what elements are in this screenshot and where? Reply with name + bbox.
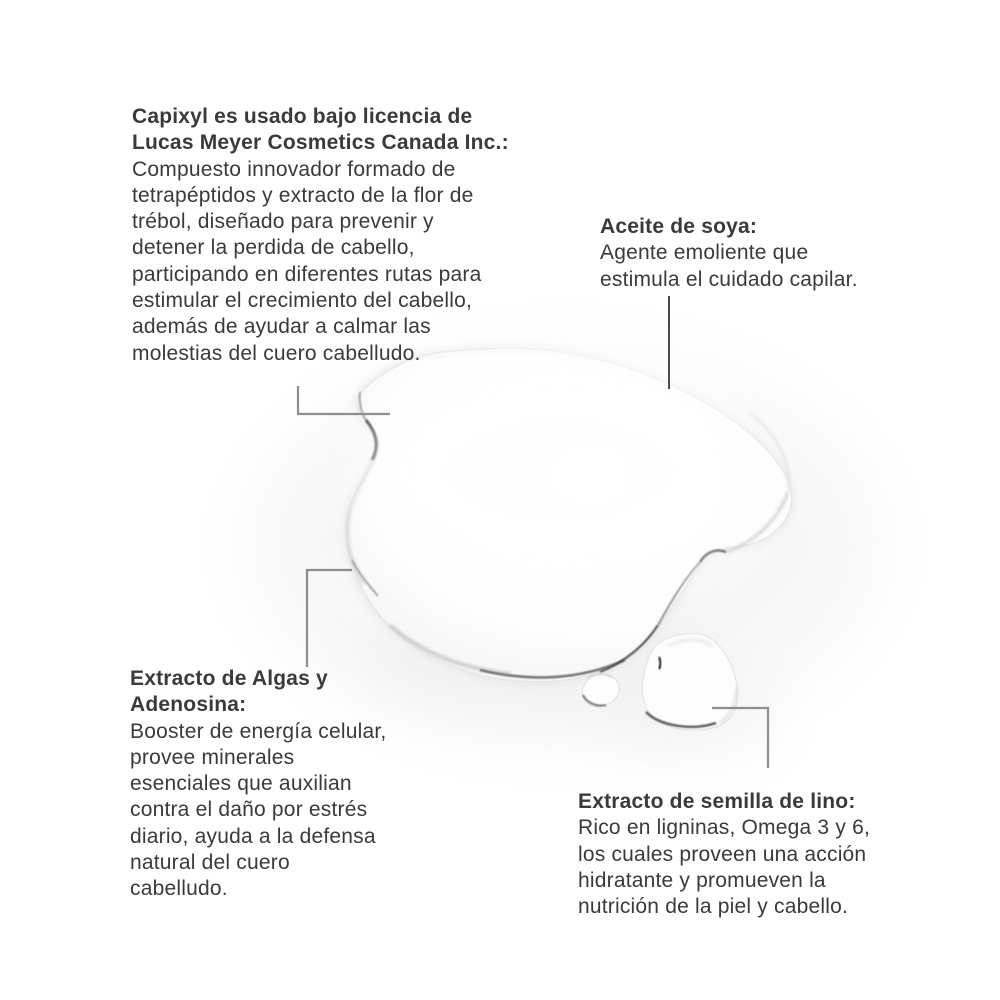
ingredient-title-line: Extracto de Algas y <box>130 667 328 690</box>
ingredient-body-line: natural del cuero <box>130 851 290 875</box>
ingredient-body-line: provee minerales <box>130 745 295 769</box>
ingredient-title-line: Aceite de soya: <box>600 215 758 238</box>
ingredient-body-line: Booster de energía celular, <box>130 719 387 743</box>
ingredient-body-line: Compuesto innovador formado de <box>132 157 456 181</box>
ingredient-body-line: esenciales que auxilian <box>130 772 352 796</box>
ingredient-body-line: Agente emoliente que <box>600 241 809 265</box>
ingredient-block-lino <box>578 789 918 920</box>
ingredient-body-line: cabelludo. <box>130 877 228 901</box>
ingredient-title-line: Lucas Meyer Cosmetics Canada Inc.: <box>132 131 509 155</box>
ingredient-body-line: además de ayudar a calmar las <box>132 315 431 339</box>
ingredient-body-line: los cuales proveen una acción <box>578 842 867 866</box>
ingredient-body-line: estimular el crecimiento del cabello, <box>132 289 473 313</box>
ingredient-body-line: Rico en ligninas, Omega 3 y 6, <box>578 816 870 840</box>
ingredient-body-line: tetrapéptidos y extracto de la flor de <box>132 183 474 207</box>
ingredient-block-capixyl <box>132 104 542 367</box>
ingredient-body-line: diario, ayuda a la defensa <box>130 824 376 848</box>
ingredient-title-line: Extracto de semilla de lino: <box>578 790 856 813</box>
ingredient-body-line: contra el daño por estrés <box>130 798 368 822</box>
ingredient-body-line: hidratante y promueven la <box>578 868 826 892</box>
ingredient-body-line: estimula el cuidado capilar. <box>600 267 858 291</box>
ingredient-body-line: molestias del cuero cabelludo. <box>132 341 421 365</box>
ingredient-body-line: detener la perdida de cabello, <box>132 236 415 260</box>
ingredient-body-line: nutrición de la piel y cabello. <box>578 895 849 919</box>
ingredient-block-soya <box>600 214 910 293</box>
ingredient-body-line: trébol, diseñado para prevenir y <box>132 210 434 234</box>
ingredient-title-line: Adenosina: <box>130 693 247 717</box>
ingredient-block-algas <box>130 666 460 903</box>
ingredient-title-line: Capixyl es usado bajo licencia de <box>132 105 473 128</box>
ingredient-body-line: participando en diferentes rutas para <box>132 262 482 286</box>
